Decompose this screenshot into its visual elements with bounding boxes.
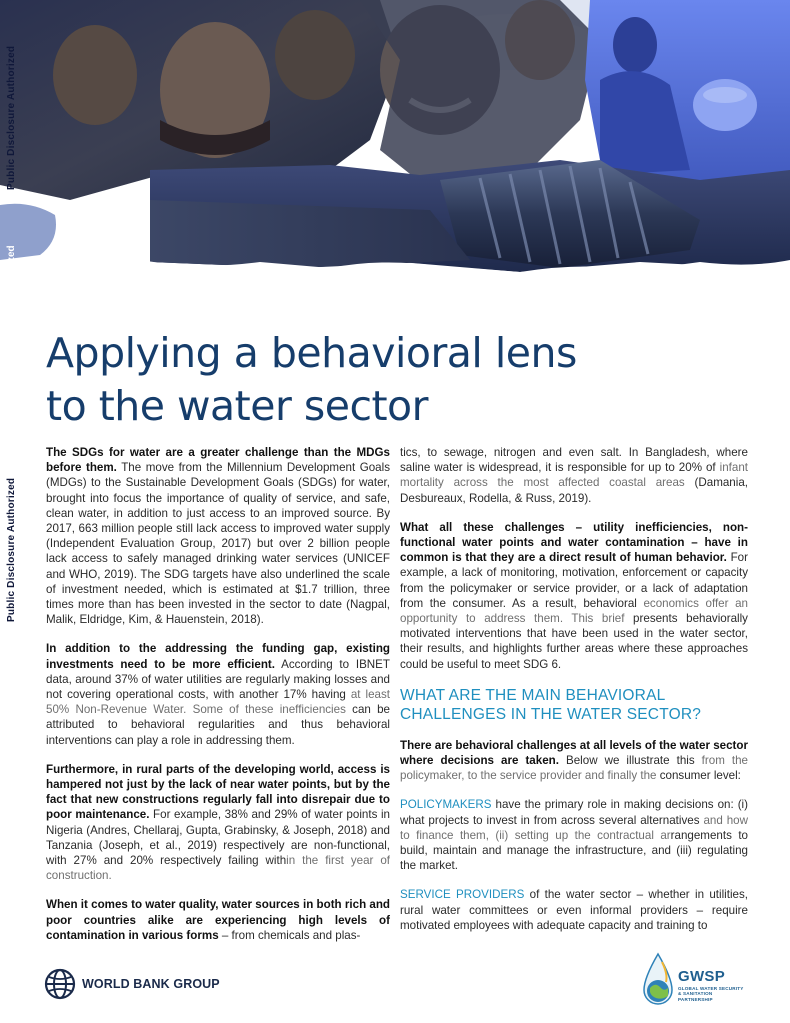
paragraph-text: For example, 38% and 29% of water points in Nigeria (Andres, Chellaraj, Gupta, Grabinsky, & Joseph, 2018) and Tanzania (Joseph, et al., 2019) respectively are non-functional, with 27% and 20% respectively failing with [46, 808, 390, 868]
paragraph [400, 887, 748, 933]
paragraph [46, 897, 390, 943]
paragraph-text: of the water sector – whether in utilities, rural water committees or even informal providers – require motivated employees with adequate capacity and training to [400, 888, 748, 932]
paragraph-text-muted: economics offer an opportunity to address them. This brief [400, 596, 748, 626]
paragraph-lead: There are behavioral challenges at all levels of the water sector where decisions are taken. [400, 738, 748, 768]
paragraph-text: consumer level: [656, 769, 741, 783]
disclosure-text-top: Public Disclosure Authorized [6, 45, 17, 190]
paragraph-text: have the primary role in making decisions on: (i) what projects to invest in from across several alternatives [400, 798, 748, 827]
keyword-policymakers: POLICYMAKERS [400, 798, 492, 812]
right-column [400, 445, 748, 947]
paragraph-text: can be attributed to behavioral regularities and thus behavioral interventions can play a role in addressing them. [46, 703, 391, 747]
gwsp-wordmark: GWSP [678, 968, 726, 985]
hero-collage-image [0, 0, 790, 320]
paragraph [400, 738, 748, 784]
paragraph-lead: When it comes to water quality, water sources in both rich and poor countries alike are experiencing high levels of contamination in various forms [46, 898, 390, 942]
paragraph-text: – from chemicals and plas- [218, 928, 361, 942]
disclosure-text-side: Public Disclosure Authorized [6, 477, 17, 622]
left-column [46, 445, 390, 957]
disclosure-text-partial: zed [6, 245, 17, 262]
paragraph-text-muted: at least 50% Non-Revenue Water. Some of these inefficiencies [46, 688, 390, 717]
title-line-1: Applying a behavioral lens [46, 329, 577, 377]
world-bank-group-logo [44, 966, 220, 1002]
paragraph [400, 797, 748, 873]
paragraph-text: Below we illustrate this [558, 754, 702, 768]
paragraph-text-muted: in the first year of construction. [46, 854, 390, 883]
globe-icon [44, 968, 76, 1000]
paragraph [46, 762, 390, 884]
paragraph-lead: What all these challenges – utility inefficiencies, non-functional water points and water contamination – have in common is that they are a direct result of human behavior. [400, 520, 748, 565]
paragraph-text: (Damania, Desbureaux, Rodella, & Russ, 2019). [400, 476, 748, 505]
paragraph-text: The move from the Millennium Development Goals (MDGs) to the Sustainable Development Goals (SDGs) for water, brought into focus the importance of quality of service, and safe, clean water, in addition to just access to an improved source. By 2017, 663 million people still lack access to improved water supply (Independent Evaluation Group, 2017) but over 2 billion people lack access to safely managed drinking water services (UNICEF and WHO, 2019). The SDG targets have also underlined the scale of investment needed, which is estimated at $1.7 trillion, three times more than has been invested in the sector to date (Nagpal, Malik, Eldridge, Kim, & Hauenstein, 2018). [46, 461, 391, 627]
paragraph [400, 445, 748, 506]
paragraph-text-muted: and how to finance them, (ii) setting up the contractual ar [400, 813, 748, 842]
gwsp-logo [638, 952, 748, 1012]
paragraph-text-muted: from the policymaker, to the service provider and finally the [400, 754, 748, 783]
paragraph-text: tics, to sewage, nitrogen and even salt. In Bangladesh, where saline water is widespread, it is responsible for up to 20% of [400, 446, 748, 475]
title-line-2: to the water sector [46, 382, 429, 430]
paragraph [400, 520, 748, 672]
gwsp-tagline: GLOBAL WATER SECURITY & SANITATION PARTNERSHIP [678, 986, 744, 1002]
paragraph-text: According to IBNET data, around 37% of water utilities are regularly making losses and not covering operational costs, with another 17% having [46, 657, 390, 702]
paragraph [46, 445, 390, 627]
paragraph [46, 641, 390, 747]
water-drop-globe-icon [638, 952, 678, 1012]
paragraph-lead: In addition to the addressing the funding gap, existing investments need to be more efficient. [46, 642, 390, 671]
section-heading: WHAT ARE THE MAIN BEHAVIORAL CHALLENGES IN THE WATER SECTOR? [400, 686, 702, 723]
page-title [46, 327, 746, 433]
world-bank-group-wordmark: WORLD BANK GROUP [82, 977, 220, 991]
paragraph-text-muted: infant mortality across the most affected coastal areas [400, 461, 748, 490]
paragraph-lead: Furthermore, in rural parts of the developing world, access is hampered not just by the lack of near water points, but by the fact that new constructions regularly fall into disrepair due to poor maintenance. [46, 762, 390, 822]
paragraph-lead: The SDGs for water are a greater challenge than the MDGs before them. [46, 446, 390, 475]
hero-banner [0, 0, 790, 320]
keyword-service-providers: SERVICE PROVIDERS [400, 888, 525, 902]
paragraph-text: rangements to build, maintain and manage the infrastructure, and (iii) regulating the market. [400, 828, 748, 873]
paragraph-text: presents behaviorally motivated interventions that have been used in the water sector, their results, and highlights further areas where these approaches could be useful to meet SDG 6. [400, 612, 748, 671]
paragraph-text: For example, a lack of monitoring, motivation, enforcement or capacity from the policymaker or service provider, or a lack of adaptation from the consumer. As a result, behavioral [400, 551, 748, 610]
